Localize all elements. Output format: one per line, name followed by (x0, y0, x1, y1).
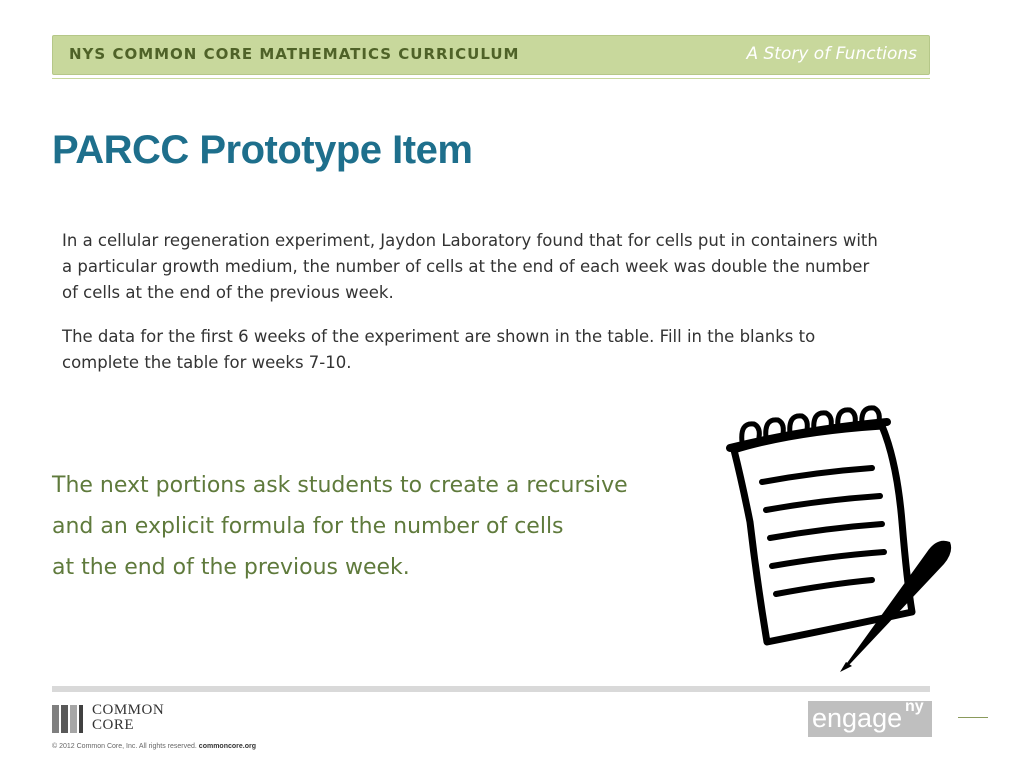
common-core-logo (52, 703, 202, 737)
excerpt-line: complete the table for weeks 7-10. (62, 353, 352, 372)
excerpt-line: In a cellular regeneration experiment, Jaydon Laboratory found that for cells put in containers with (62, 231, 878, 250)
excerpt-line: of cells at the end of the previous week. (62, 283, 394, 302)
page-title: PARCC Prototype Item (52, 128, 473, 172)
excerpt-line: The data for the first 6 weeks of the experiment are shown in the table. Fill in the blanks to (62, 327, 816, 346)
engageny-logo (808, 698, 932, 737)
module-label: A Story of Functions (746, 44, 917, 64)
copyright-notice (52, 743, 256, 750)
excerpt-line: a particular growth medium, the number of cells at the end of each week was double the number (62, 257, 870, 276)
footer-divider (52, 686, 930, 692)
copyright-link[interactable]: commoncore.org (198, 743, 256, 750)
header-bar (52, 35, 930, 75)
engage-ny-superscript: ny (905, 698, 924, 715)
notepad-with-pen-icon (722, 402, 957, 677)
excerpt-paragraph-1 (62, 228, 962, 306)
curriculum-label: NYS COMMON CORE MATHEMATICS CURRICULUM (69, 45, 520, 63)
copyright-text: © 2012 Common Core, Inc. All rights reserved. (52, 743, 197, 750)
logo-line-1: COMMON (92, 702, 165, 718)
problem-excerpt (62, 228, 962, 394)
excerpt-paragraph-2 (62, 324, 962, 376)
header-divider (52, 78, 930, 79)
logo-line-2: CORE (92, 717, 135, 733)
body-line: at the end of the previous week. (52, 555, 410, 580)
body-line: The next portions ask students to create a recursive (52, 473, 628, 498)
common-core-wordmark (92, 703, 164, 733)
decorative-line (958, 717, 988, 718)
engage-wordmark: engage (812, 703, 903, 733)
body-text (52, 465, 672, 588)
body-line: and an explicit formula for the number of cells (52, 514, 564, 539)
